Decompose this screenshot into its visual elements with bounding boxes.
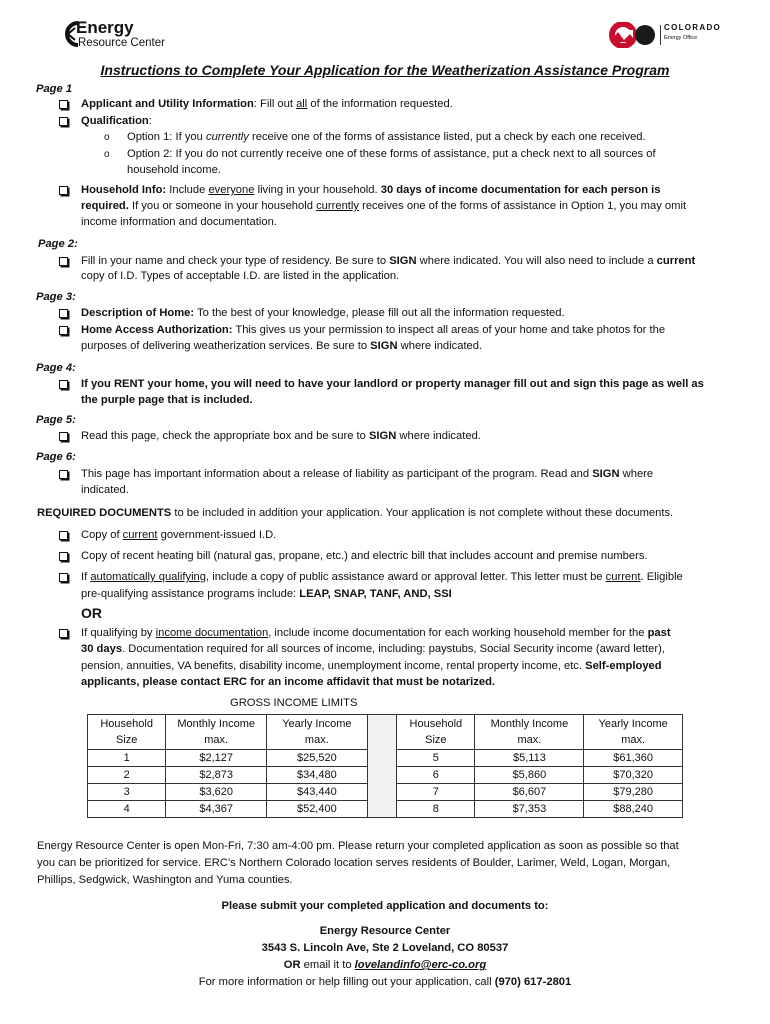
page6-item-line2: indicated. — [81, 484, 129, 496]
description-item: Description of Home: To the best of your knowledge, please fill out all the information requested. — [81, 307, 565, 319]
access-checkbox[interactable] — [59, 326, 68, 335]
page-title: Instructions to Complete Your Application for the Weatherization Assistance Program — [100, 62, 670, 78]
page1-label: Page 1 — [36, 83, 73, 95]
footer-paragraph-line3: Phillips, Sedgwick, Washington and Yuma counties. — [37, 874, 293, 886]
option2-text-cont: household income. — [127, 164, 221, 176]
applicant-checkbox[interactable] — [59, 100, 68, 109]
required-documents-heading: REQUIRED DOCUMENTS to be included in addition your application. Your application is not complete without these documents. — [37, 507, 674, 519]
doc-bills-checkbox[interactable] — [59, 552, 68, 561]
access-item-line2: purposes of delivering weatherization services. Be sure to SIGN where indicated. — [81, 340, 483, 352]
page4-item-line2: the purple page that is included. — [81, 394, 253, 406]
footer-paragraph-line2: you can be prioritized for service. ERC’s Northern Colorado location serves residents of Boulder, Larimer, Weld, Logan, Morgan, — [37, 857, 671, 869]
table-cell: $6,607 — [475, 784, 584, 801]
table-cell: $2,873 — [166, 767, 267, 784]
table-cell: 8 — [397, 801, 475, 818]
page5-checkbox[interactable] — [59, 432, 68, 441]
page5-item: Read this page, check the appropriate box and be sure to SIGN where indicated. — [81, 430, 481, 442]
email-line: OR email it to lovelandinfo@erc-co.org — [283, 959, 487, 971]
household-item: Household Info: Include everyone living in your household. 30 days of income documentation for each person is — [81, 184, 661, 196]
doc-id-checkbox[interactable] — [59, 531, 68, 540]
table-cell: 4 — [88, 801, 166, 818]
table-cell: $5,860 — [475, 767, 584, 784]
colorado-logo — [605, 22, 735, 50]
phone-line: For more information or help filling out your application, call (970) 617-2801 — [198, 976, 572, 988]
doc-auto-item: If automatically qualifying, include a copy of public assistance award or approval letter. This letter must be current. Eligible — [81, 571, 683, 583]
applicant-item: Applicant and Utility Information: Fill out all of the information requested. — [81, 98, 453, 110]
table-header-cell: Household Size — [88, 715, 166, 750]
doc-income-item-line3: pension, annuities, VA benefits, disability income, unemployment income, rental property income, etc. Self-employed — [81, 660, 662, 672]
colorado-c-icon — [605, 22, 659, 48]
table-cell: $88,240 — [584, 801, 683, 818]
colorado-logo-sub: Energy Office — [664, 35, 698, 41]
page3-label: Page 3: — [36, 291, 76, 303]
table-cell: $34,480 — [267, 767, 368, 784]
bullet: o — [104, 132, 110, 143]
page6-item: This page has important information about a release of liability as participant of the program. Read and SIGN where — [81, 468, 654, 480]
household-checkbox[interactable] — [59, 186, 68, 195]
page4-item: If you RENT your home, you will need to have your landlord or property manager fill out and sign this page as well as — [81, 378, 704, 390]
table-header-cell: Yearly Income max. — [584, 715, 683, 750]
email-link[interactable]: lovelandinfo@erc-co.org — [354, 959, 487, 971]
or-divider: OR — [81, 605, 102, 621]
table-header-cell: Yearly Income max. — [267, 715, 368, 750]
table-cell: $7,353 — [475, 801, 584, 818]
table-cell: 2 — [88, 767, 166, 784]
qualification-item: Qualification: — [81, 115, 152, 127]
doc-income-item: If qualifying by income documentation, include income documentation for each working household member for the past — [81, 627, 671, 639]
bullet: o — [104, 149, 110, 160]
option1-text: Option 1: If you currently receive one of the forms of assistance listed, put a check by each one received. — [127, 131, 646, 143]
table-cell: $79,280 — [584, 784, 683, 801]
income-table-title: GROSS INCOME LIMITS — [230, 697, 358, 709]
household-item-line3: income information and documentation. — [81, 216, 277, 228]
access-item: Home Access Authorization: This gives us your permission to inspect all areas of your home and take photos for the — [81, 324, 666, 336]
table-cell: $2,127 — [166, 750, 267, 767]
page6-checkbox[interactable] — [59, 470, 68, 479]
submit-heading: Please submit your completed application and documents to: — [221, 900, 549, 912]
page6-label: Page 6: — [36, 451, 76, 463]
org-name: Energy Resource Center — [319, 925, 451, 937]
table-header-cell: Household Size — [397, 715, 475, 750]
erc-logo-line2: Resource Center — [78, 37, 165, 49]
table-cell: $70,320 — [584, 767, 683, 784]
page2-label: Page 2: — [38, 238, 78, 250]
table-cell: $61,360 — [584, 750, 683, 767]
page4-checkbox[interactable] — [59, 380, 68, 389]
doc-income-item-line2: 30 days. Documentation required for all sources of income, including: paystubs, Social Security income (award letter), — [81, 643, 665, 655]
page2-checkbox[interactable] — [59, 257, 68, 266]
table-cell: 3 — [88, 784, 166, 801]
table-cell: $43,440 — [267, 784, 368, 801]
doc-bills-item: Copy of recent heating bill (natural gas, propane, etc.) and electric bill that includes account and premise numbers. — [81, 550, 648, 562]
page5-label: Page 5: — [36, 414, 76, 426]
table-cell: $3,620 — [166, 784, 267, 801]
table-cell: $4,367 — [166, 801, 267, 818]
doc-id-item: Copy of current government-issued I.D. — [81, 529, 277, 541]
page2-item-line2: copy of I.D. Types of acceptable I.D. are listed in the application. — [81, 270, 400, 282]
table-cell: 6 — [397, 767, 475, 784]
colorado-logo-name: COLORADO — [664, 23, 722, 32]
household-item-line2: required. If you or someone in your household currently receives one of the forms of assistance in Option 1, you may omit — [81, 200, 687, 212]
table-header-row — [88, 715, 683, 750]
table-cell: $5,113 — [475, 750, 584, 767]
table-cell: $25,520 — [267, 750, 368, 767]
page4-label: Page 4: — [36, 362, 76, 374]
doc-auto-checkbox[interactable] — [59, 573, 68, 582]
table-cell: 5 — [397, 750, 475, 767]
description-checkbox[interactable] — [59, 309, 68, 318]
page2-item: Fill in your name and check your type of residency. Be sure to SIGN where indicated. You will also need to include a current — [81, 255, 696, 267]
table-cell: $52,400 — [267, 801, 368, 818]
address: 3543 S. Lincoln Ave, Ste 2 Loveland, CO 80537 — [261, 942, 509, 954]
option2-text: Option 2: If you do not currently receive one of these forms of assistance, put a check next to all sources of — [127, 148, 656, 160]
table-cell: 7 — [397, 784, 475, 801]
income-limits-table — [87, 714, 683, 818]
erc-logo-line1: Energy — [76, 18, 134, 37]
doc-income-item-line4: applicants, please contact ERC for an income affidavit that must be notarized. — [81, 676, 496, 688]
doc-auto-item-line2: pre-qualifying assistance programs include: LEAP, SNAP, TANF, AND, SSI — [81, 588, 452, 600]
qualification-checkbox[interactable] — [59, 117, 68, 126]
footer-paragraph-line1: Energy Resource Center is open Mon-Fri, 7:30 am-4:00 pm. Please return your completed application as soon as possible so that — [37, 840, 679, 852]
table-separator — [367, 715, 396, 818]
doc-income-checkbox[interactable] — [59, 629, 68, 638]
table-cell: 1 — [88, 750, 166, 767]
table-header-cell: Monthly Income max. — [475, 715, 584, 750]
erc-logo — [62, 18, 192, 54]
table-header-cell: Monthly Income max. — [166, 715, 267, 750]
